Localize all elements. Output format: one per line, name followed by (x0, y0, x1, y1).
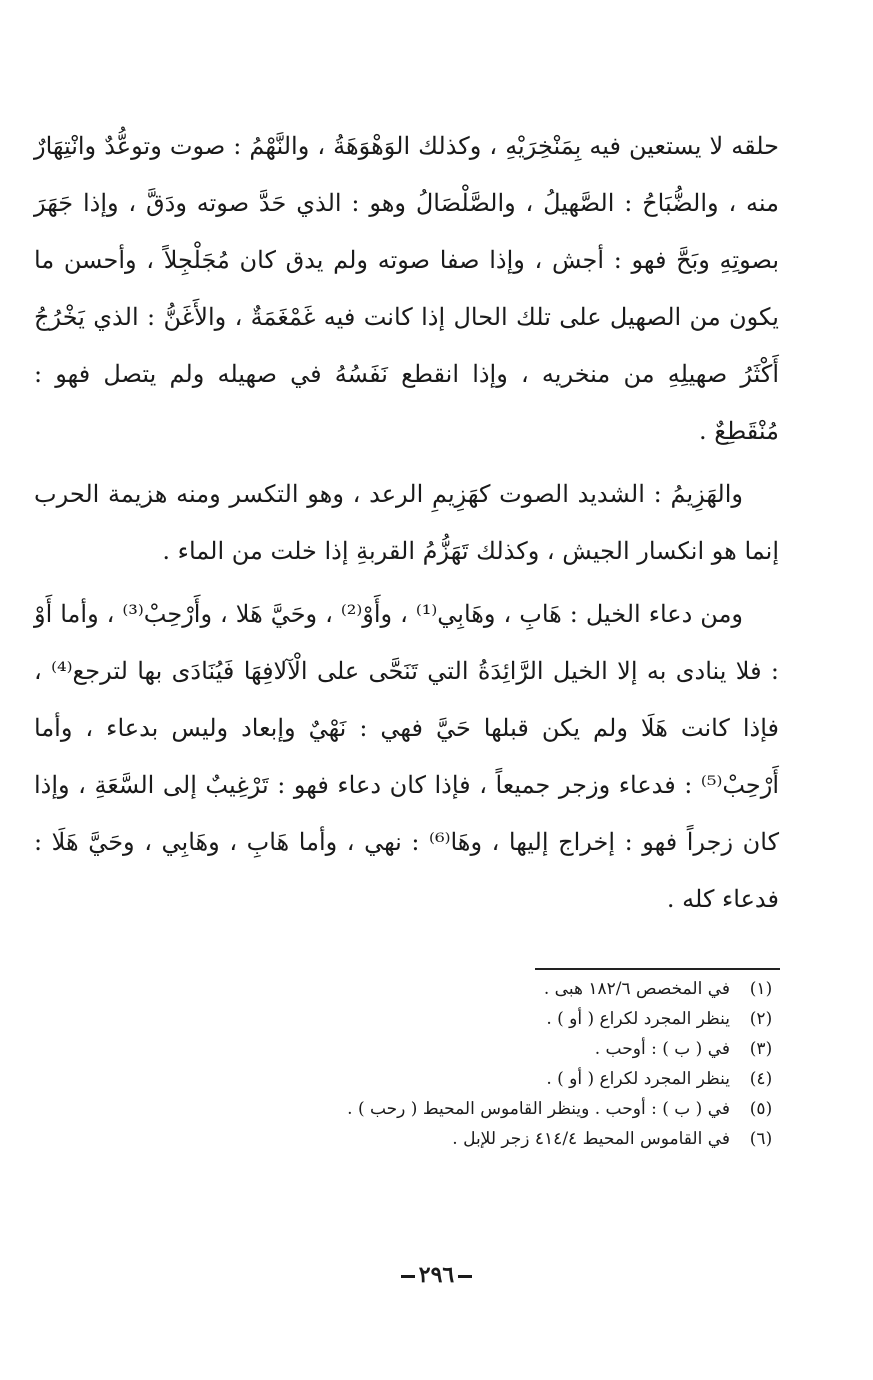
footnote-number: (٢) (749, 1009, 773, 1029)
paragraph-2: والهَزِيمُ : الشديد الصوت كهَزِيمِ الرعد ، وهو التكسر ومنه هزيمة الحرب إنما هو انكسار الجيش ، وكذلك تَهَزُّمُ القربةِ إذا خلت من الماء . (34, 480, 779, 565)
footnote-number: (٤) (749, 1069, 773, 1089)
page-number (0, 1262, 873, 1288)
page-number-value: ٢٩٦ (418, 1262, 455, 1288)
paragraph-3: ومن دعاء الخيل : هَابِ ، وهَابِي⁽¹⁾ ، وأَوْ⁽²⁾ ، وحَيَّ هَلا ، وأَرْحِبْ⁽³⁾ ، وأما أَوْ : فلا ينادى به إلا الخيل الرَّائِدَةُ التي تَنَحَّى على الْآلافِهَا فَيُنَادَى بها لترجع⁽⁴⁾ ، فإذا كانت هَلَا ولم يكن قبلها حَيَّ فهي : نَهْيٌ وإبعاد وليس بدعاء ، وأما أَرْحِبْ⁽⁵⁾ : فدعاء وزجر جميعاً ، فإذا كان دعاء فهو : تَرْغِيبٌ إلى السَّعَةِ ، وإذا كان زجراً فهو : إخراج إليها ، وهَا⁽⁶⁾ : نهي ، وأما هَابِ ، وهَابِي ، وحَيَّ هَلَا : فدعاء كله . (34, 600, 780, 913)
footnote-text: ينظر المجرد لكراع ( أو ) . (546, 1009, 730, 1029)
footnotes (300, 968, 780, 1154)
footnote-item (300, 1004, 780, 1034)
footnote-item (300, 1064, 780, 1094)
footnote-text: في القاموس المحيط ٤١٤/٤ زجر للإبل . (452, 1129, 730, 1149)
footnote-item (300, 974, 780, 1004)
dash-left (458, 1275, 472, 1278)
footnote-item (300, 1094, 780, 1124)
footnote-item (300, 1034, 780, 1064)
footnote-number: (٥) (749, 1099, 773, 1119)
footnote-text: في المخصص ١٨٢/٦ هبى . (543, 979, 730, 999)
footnote-number: (٦) (749, 1129, 773, 1149)
footnote-text: ينظر المجرد لكراع ( أو ) . (546, 1069, 730, 1089)
paragraph-1: حلقه لا يستعين فيه بِمَنْخِرَيْهِ ، وكذلك الوَهْوَهَةُ ، والنَّهْمُ : صوت وتوعُّدٌ وانْتِهَارٌ منه ، والضُّبَاحُ : الصَّهيلُ ، والصَّلْصَالُ وهو : الذي حَدَّ صوته ودَقَّ ، وإذا جَهَرَ بصوتِهِ وبَحَّ فهو : أجش ، وإذا صفا صوته ولم يدق كان مُجَلْجِلاً ، وأحسن ما يكون من الصهيل على تلك الحال إذا كانت فيه غَمْغَمَةٌ ، والأَغَنُّ : الذي يَخْرُجُ أَكْثَرُ صهيلِهِ من منخريه ، وإذا انقطع نَفَسُهُ في صهيله ولم يتصل فهو : مُنْقَطِعٌ . (34, 132, 780, 445)
footnote-text: في ( ب ) : أوحب . (594, 1039, 730, 1059)
footnote-separator (535, 968, 780, 970)
main-text (34, 118, 779, 928)
footnote-item (300, 1124, 780, 1154)
dash-right (401, 1275, 415, 1278)
footnote-number: (١) (749, 979, 773, 999)
footnote-text: في ( ب ) : أوحب . وينظر القاموس المحيط ( رحب ) . (347, 1099, 730, 1119)
footnote-number: (٣) (749, 1039, 773, 1059)
